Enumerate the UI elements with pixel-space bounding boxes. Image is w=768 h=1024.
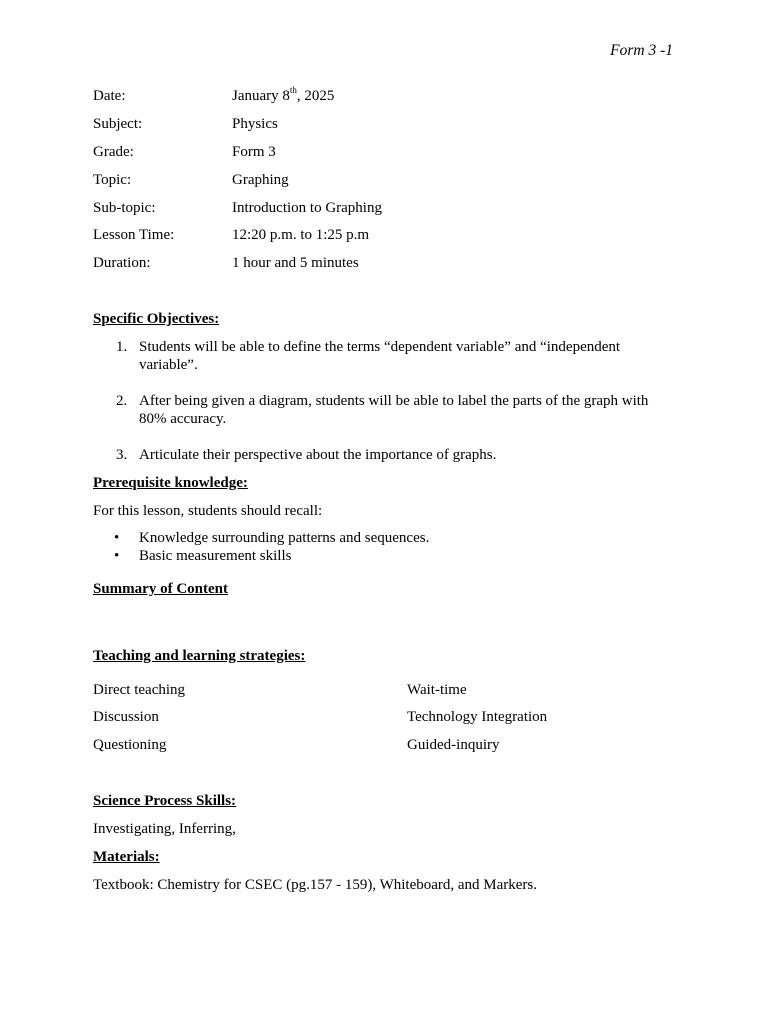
date-value-ordinal: th <box>289 85 297 95</box>
topic-value: Graphing <box>232 172 289 188</box>
objective-text: Students will be able to define the terms “dependent variable” and “independent variable”. <box>139 339 621 373</box>
prerequisite-item: Knowledge surrounding patterns and sequences. <box>139 530 430 546</box>
materials-text: Textbook: Chemistry for CSEC (pg.157 - 159), Whiteboard, and Markers. <box>93 877 538 893</box>
objective-number: 1. <box>116 339 128 355</box>
materials-heading: Materials: <box>93 849 160 865</box>
objective-text: After being given a diagram, students will be able to label the parts of the graph with 80% accuracy. <box>139 393 649 427</box>
date-value <box>232 87 334 105</box>
grade-label: Grade: <box>93 144 134 160</box>
bullet-icon: • <box>114 548 120 564</box>
subject-value: Physics <box>232 116 278 132</box>
strategy-item: Technology Integration <box>407 709 548 725</box>
strategy-item: Guided-inquiry <box>407 737 500 753</box>
strategy-item: Questioning <box>93 737 167 753</box>
prerequisite-heading: Prerequisite knowledge: <box>93 475 248 491</box>
grade-value: Form 3 <box>232 144 276 160</box>
objective-number: 2. <box>116 393 128 409</box>
strategy-item: Discussion <box>93 709 159 725</box>
form-reference: Form 3 -1 <box>610 42 673 59</box>
lesson-time-value: 12:20 p.m. to 1:25 p.m <box>232 227 370 243</box>
strategy-item: Direct teaching <box>93 682 186 698</box>
prerequisite-item: Basic measurement skills <box>139 548 292 564</box>
subtopic-value: Introduction to Graphing <box>232 200 382 216</box>
strategies-heading: Teaching and learning strategies: <box>93 648 306 664</box>
date-value-main: January 8 <box>232 88 290 104</box>
lesson-time-label: Lesson Time: <box>93 227 175 243</box>
objective-text: Articulate their perspective about the importance of graphs. <box>139 447 497 463</box>
topic-label: Topic: <box>93 172 132 188</box>
skills-heading: Science Process Skills: <box>93 793 237 809</box>
subtopic-label: Sub-topic: <box>93 200 156 216</box>
summary-heading: Summary of Content <box>93 581 228 597</box>
objective-number: 3. <box>116 447 128 463</box>
duration-label: Duration: <box>93 255 151 271</box>
subject-label: Subject: <box>93 116 143 132</box>
duration-value: 1 hour and 5 minutes <box>232 255 359 271</box>
bullet-icon: • <box>114 530 120 546</box>
date-label: Date: <box>93 88 126 104</box>
prerequisite-intro: For this lesson, students should recall: <box>93 503 323 519</box>
skills-text: Investigating, Inferring, <box>93 821 236 837</box>
date-value-year: , 2025 <box>296 88 335 104</box>
strategy-item: Wait-time <box>407 682 467 698</box>
objectives-heading: Specific Objectives: <box>93 311 220 327</box>
